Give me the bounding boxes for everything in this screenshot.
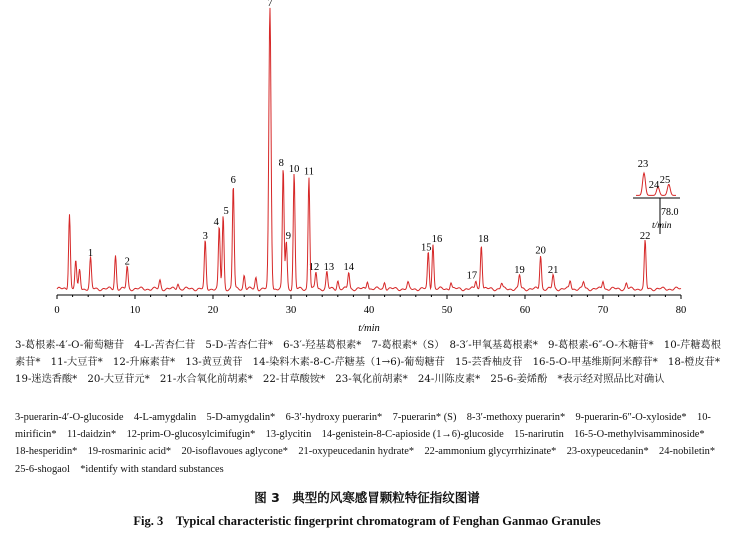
peak-label: 21 [547,264,559,276]
x-axis-label: t/min [358,323,380,334]
x-tick-label: 40 [363,305,375,316]
peak-label: 9 [285,231,291,243]
x-tick-label: 70 [597,305,609,316]
peak-label: 18 [478,234,489,246]
peak-labels [88,0,650,282]
inset-tick-label: 78.0 [661,207,679,218]
x-tick-label: 60 [519,305,531,316]
x-tick-label: 10 [129,305,141,316]
peak-label: 10 [288,163,300,175]
x-tick-label: 80 [675,305,687,316]
inset-peak-label: 23 [637,159,649,170]
peak-label: 17 [466,270,478,282]
inset-x-axis-label: t/min [652,221,672,231]
peak-label: 20 [535,245,546,257]
peak-label: 12 [308,262,320,274]
peak-label: 14 [343,262,354,274]
peak-label: 3 [202,231,208,243]
inset-chart [633,159,680,234]
x-tick-label: 0 [54,305,60,316]
x-axis [54,295,686,334]
x-tick-label: 50 [441,305,453,316]
figure-caption-english: Fig. 3 Typical characteristic fingerprint chromatogram of Fenghan Ganmao Granules [133,514,601,528]
chromatogram-trace [57,8,681,291]
peak-label: 2 [124,256,130,268]
x-tick-label: 30 [285,305,297,316]
peak-label: 1 [87,248,94,260]
peak-label: 15 [421,242,432,254]
peak-label: 6 [230,175,236,187]
peak-label: 11 [303,166,315,178]
peak-label: 19 [514,264,525,276]
peak-label: 13 [323,262,335,274]
inset-peak-label: 24 [648,180,660,191]
inset-peak-label: 25 [659,175,671,186]
peak-label: 4 [213,217,219,229]
peak-label: 7 [267,0,273,9]
x-tick-label: 20 [207,305,219,316]
peak-label: 5 [223,205,229,217]
peak-label: 8 [278,158,284,170]
legend-english: 3-puerarin-4′-O-glucoside 4-L-amygdalin 5-D-amygdalin* 6-3′-hydroxy puerarin* 7-puerarin* (S) 8-3′-methoxy puerarin* 9-puerarin-6″-O-xyloside* 10-mirificin* 11-daidzin* 12-prim-O-glucosylcimifugin* 13-glycitin 14-genistein-8-C-apioside (1→6)-glucoside 15-narirutin 16-5-O-methylvisamminoside* 18-hesperidin* 19-rosmarinic acid* 20-isoflavoues aglycone* 21-oxypeucedanin hydrate* 22-ammonium glycyrrhizinate* 23-oxypeucedanin* 24-nobiletin* 25-6-shogaol *identify with standard substances [15,412,726,475]
peak-label: 16 [431,234,443,246]
peak-label: 22 [639,231,651,243]
legend-chinese: 3-葛根素-4′-O-葡萄糖苷 4-L-苦杏仁苷 5-D-苦杏仁苷* 6-3′-羟基葛根素* 7-葛根素*（S） 8-3′-甲氧基葛根素* 9-葛根素-6″-O-木糖苷* 10-芹糖葛根素苷* 11-大豆苷* 12-升麻素苷* 13-黄豆黄苷 14-染料木素-8-C-芹糖基（1→6)-葡萄糖苷 15-芸香柚皮苷 16-5-O-甲基维斯阿米醇苷* 18-橙皮苷* 19-迷迭香酸* 20-大豆苷元* 21-水合氧化前胡素* 22-甘草酸铵* 23-氧化前胡素* 24-川陈皮素* 25-6-姜烯酚 *表示经对照品比对确认 [15,340,731,386]
figure-caption-chinese: 图 3 典型的风寒感冒颗粒特征指纹图谱 [254,490,480,505]
